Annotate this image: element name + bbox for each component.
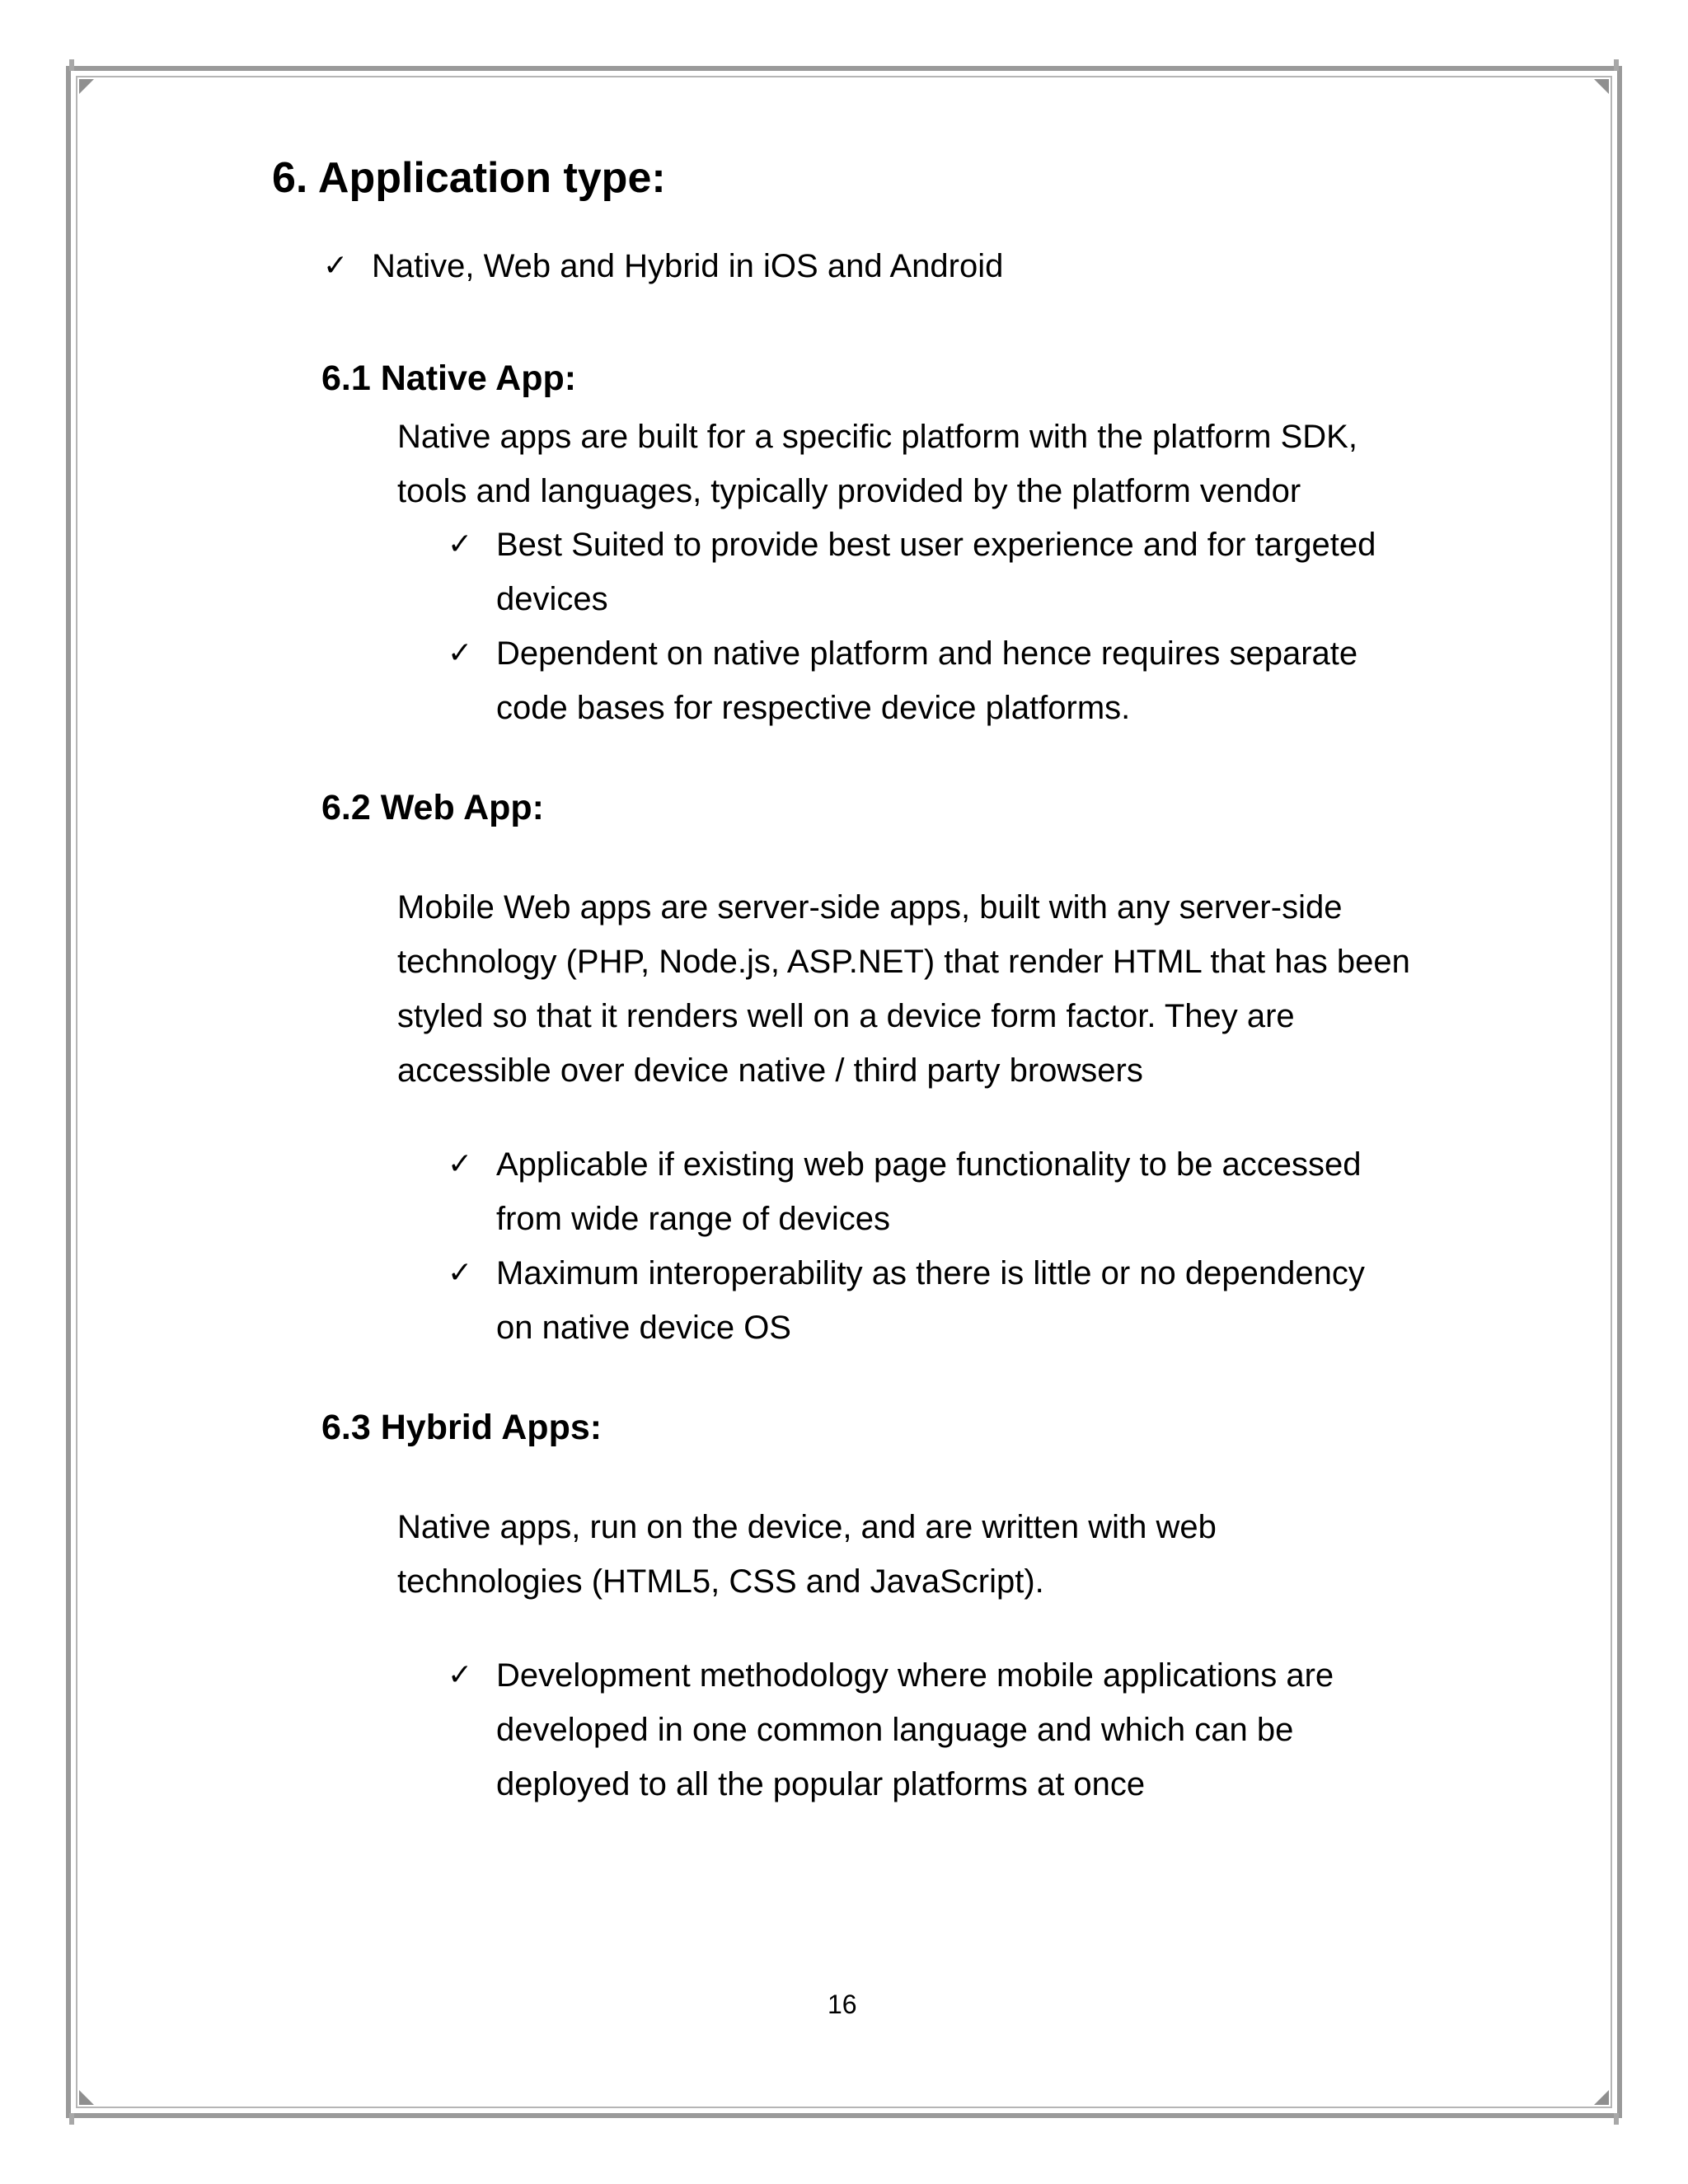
web-bullet-line: Maximum interoperability as there is little or no dependency bbox=[496, 1255, 1365, 1291]
web-bullet-line: Applicable if existing web page functionality to be accessed bbox=[496, 1146, 1362, 1183]
border-tick bbox=[69, 2113, 74, 2125]
hybrid-apps-heading: 6.3 Hybrid Apps: bbox=[321, 1408, 603, 1447]
native-paragraph-line: Native apps are built for a specific platform with the platform SDK, bbox=[397, 419, 1357, 455]
border-tick bbox=[69, 59, 74, 71]
web-bullet-line: on native device OS bbox=[496, 1310, 791, 1346]
web-app-heading: 6.2 Web App: bbox=[321, 788, 544, 827]
native-bullet-line: devices bbox=[496, 581, 608, 617]
web-paragraph-line: accessible over device native / third party browsers bbox=[397, 1052, 1143, 1089]
checkmark-icon: ✓ bbox=[448, 636, 473, 670]
checkmark-icon: ✓ bbox=[448, 1147, 473, 1181]
corner-ornament-top-left bbox=[79, 79, 94, 94]
web-paragraph-line: styled so that it renders well on a device form factor. They are bbox=[397, 998, 1295, 1034]
hybrid-paragraph-line: technologies (HTML5, CSS and JavaScript). bbox=[397, 1563, 1044, 1600]
corner-ornament-top-right bbox=[1594, 79, 1609, 94]
hybrid-bullet-line: developed in one common language and which can be bbox=[496, 1712, 1294, 1748]
native-bullet-line: code bases for respective device platforms. bbox=[496, 690, 1131, 726]
native-bullet-line: Dependent on native platform and hence requires separate bbox=[496, 635, 1358, 672]
native-paragraph-line: tools and languages, typically provided by the platform vendor bbox=[397, 473, 1301, 509]
hybrid-bullet-line: Development methodology where mobile applications are bbox=[496, 1657, 1334, 1694]
hybrid-bullet-line: deployed to all the popular platforms at once bbox=[496, 1766, 1146, 1802]
page-number: 16 bbox=[828, 1990, 857, 2019]
native-bullet-line: Best Suited to provide best user experience and for targeted bbox=[496, 527, 1376, 563]
web-paragraph-line: Mobile Web apps are server-side apps, built with any server-side bbox=[397, 889, 1343, 926]
checkmark-icon: ✓ bbox=[448, 1658, 473, 1692]
web-bullet-line: from wide range of devices bbox=[496, 1201, 891, 1237]
web-paragraph-line: technology (PHP, Node.js, ASP.NET) that render HTML that has been bbox=[397, 944, 1410, 980]
corner-ornament-bottom-right bbox=[1594, 2090, 1609, 2105]
summary-bullet-text: Native, Web and Hybrid in iOS and Android bbox=[372, 248, 1004, 284]
border-tick bbox=[1614, 2113, 1619, 2125]
native-app-heading: 6.1 Native App: bbox=[321, 359, 577, 398]
border-tick bbox=[1614, 59, 1619, 71]
checkmark-icon: ✓ bbox=[323, 249, 349, 283]
checkmark-icon: ✓ bbox=[448, 1256, 473, 1290]
hybrid-paragraph-line: Native apps, run on the device, and are written with web bbox=[397, 1509, 1217, 1545]
section-title: 6. Application type: bbox=[272, 154, 666, 202]
checkmark-icon: ✓ bbox=[448, 527, 473, 561]
corner-ornament-bottom-left bbox=[79, 2090, 94, 2105]
